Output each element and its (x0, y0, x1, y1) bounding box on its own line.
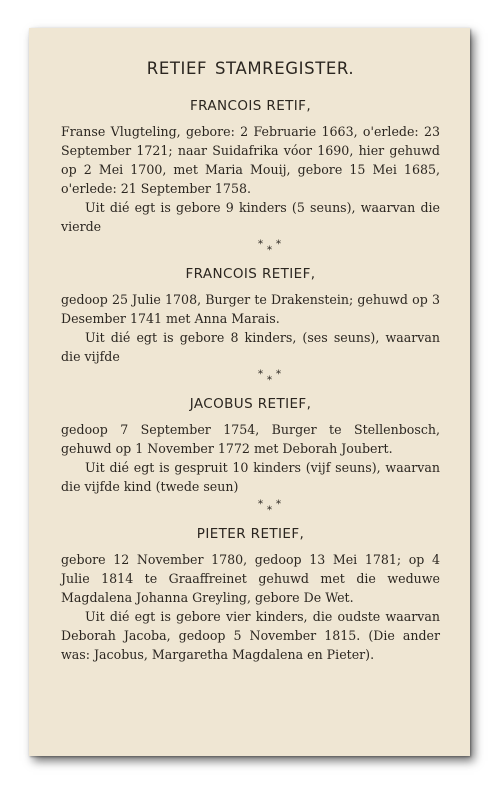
asterism-separator (61, 368, 440, 388)
separator-star: * (258, 369, 263, 380)
section-pieter-retief (61, 526, 440, 664)
section-paragraph: Uit dié egt is gespruit 10 kinders (vijf seuns), waarvan die vijfde kind (twede seun) (61, 460, 440, 494)
separator-star: * (267, 505, 272, 516)
section-paragraph: Uit dié egt is gebore 8 kinders, (ses seuns), waarvan die vijfde (61, 330, 440, 364)
separator-star: * (258, 499, 263, 510)
asterism-separator (61, 238, 440, 258)
separator-star: * (276, 239, 281, 250)
section-paragraph: Uit dié egt is gebore 9 kinders (5 seuns), waarvan die vierde (61, 200, 440, 234)
section-francois-retif (61, 98, 440, 236)
section-heading: FRANCOIS RETIF, (189, 98, 312, 114)
section-paragraph: gebore 12 November 1780, gedoop 13 Mei 1781; op 4 Julie 1814 te Graaffreinet gehuwd met die weduwe Magdalena Johanna Greyling, gebore De Wet. (61, 552, 440, 605)
separator-star: * (267, 375, 272, 386)
section-paragraph: Uit dié egt is gebore vier kinders, die oudste waarvan Deborah Jacoba, gedoop 5 November 1815. (Die ander was: Jacobus, Margaretha Magdalena en Pieter). (61, 609, 440, 662)
separator-star: * (258, 239, 263, 250)
section-paragraph: gedoop 25 Julie 1708, Burger te Drakenstein; gehuwd op 3 Desember 1741 met Anna Marais. (61, 292, 440, 326)
section-heading: PIETER RETIEF, (196, 526, 305, 542)
separator-star: * (267, 245, 272, 256)
page-title: RETIEF STAMREGISTER. (146, 59, 355, 78)
section-heading: JACOBUS RETIEF, (189, 396, 312, 412)
book-page (29, 28, 470, 756)
section-jacobus-retief (61, 396, 440, 496)
separator-star: * (276, 499, 281, 510)
section-francois-retief (61, 266, 440, 366)
section-paragraph: Franse Vlugteling, gebore: 2 Februarie 1663, o'erlede: 23 September 1721; naar Suidafrika vóor 1690, hier gehuwd op 2 Mei 1700, met Maria Mouij, gebore 15 Mei 1685, o'erlede: 21 September 1758. (61, 124, 440, 196)
separator-star: * (276, 369, 281, 380)
section-heading: FRANCOIS RETIEF, (185, 266, 316, 282)
asterism-separator (61, 498, 440, 518)
section-paragraph: gedoop 7 September 1754, Burger te Stellenbosch, gehuwd op 1 November 1772 met Deborah Joubert. (61, 422, 440, 456)
